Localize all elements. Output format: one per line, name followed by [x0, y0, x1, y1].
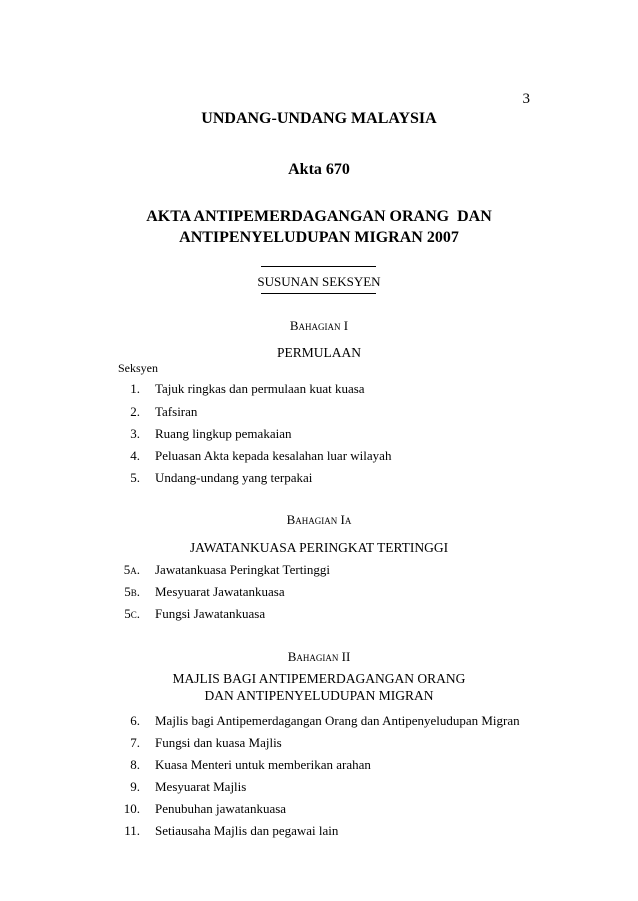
- part-1-heading: PERMULAAN: [276, 345, 361, 360]
- section-column-label: Seksyen: [118, 361, 158, 375]
- act-title-line-2: ANTIPENYELUDUPAN MIGRAN 2007: [179, 229, 459, 246]
- part-1a-heading: JAWATANKUASA PERINGKAT TERTINGGI: [189, 540, 449, 555]
- toc-item[interactable]: [0, 404, 638, 424]
- toc-item-number: 5c.: [124, 606, 140, 621]
- toc-item-text: Fungsi dan kuasa Majlis: [155, 735, 282, 750]
- toc-item[interactable]: [0, 584, 638, 604]
- toc-item[interactable]: [0, 381, 638, 401]
- part-1a-label: Bahagian Ia: [286, 512, 352, 527]
- act-title: [0, 206, 638, 248]
- toc-item[interactable]: [0, 735, 638, 755]
- toc-item-number: 3.: [130, 426, 140, 441]
- toc-item-number: 5b.: [124, 584, 140, 599]
- toc-item-number: 5.: [130, 470, 140, 485]
- toc-item-text: Tajuk ringkas dan permulaan kuat kuasa: [155, 381, 365, 396]
- bottom-rule: [261, 293, 376, 294]
- toc-item-number: 4.: [130, 448, 140, 463]
- toc-item-text: Kuasa Menteri untuk memberikan arahan: [155, 757, 371, 772]
- toc-item-text: Ruang lingkup pemakaian: [155, 426, 292, 441]
- act-number: Akta 670: [288, 161, 350, 178]
- toc-item-text: Setiausaha Majlis dan pegawai lain: [155, 823, 339, 838]
- toc-item-number: 8.: [130, 757, 140, 772]
- toc-item-number: 5a.: [123, 562, 140, 577]
- toc-item-text: Mesyuarat Majlis: [155, 779, 247, 794]
- part-2-heading-line-1: MAJLIS BAGI ANTIPEMERDAGANGAN ORANG: [172, 671, 466, 686]
- toc-item[interactable]: [0, 448, 638, 468]
- law-title: UNDANG-UNDANG MALAYSIA: [201, 110, 437, 127]
- toc-item-text: Mesyuarat Jawatankuasa: [155, 584, 285, 599]
- toc-item-text: Jawatankuasa Peringkat Tertinggi: [155, 562, 331, 577]
- toc-item-number: 2.: [130, 404, 140, 419]
- page-number: 3: [522, 91, 530, 107]
- toc-item[interactable]: [0, 562, 638, 582]
- toc-item[interactable]: [0, 801, 638, 821]
- toc-item-number: 1.: [130, 381, 140, 396]
- part-1-label: Bahagian I: [289, 318, 349, 333]
- toc-item-number: 10.: [123, 801, 140, 816]
- toc-item-number: 11.: [124, 823, 140, 838]
- toc-item-number: 7.: [130, 735, 140, 750]
- toc-item-text: Peluasan Akta kepada kesalahan luar wilayah: [155, 448, 392, 463]
- toc-item-text: Fungsi Jawatankuasa: [155, 606, 266, 621]
- toc-item[interactable]: [0, 470, 638, 490]
- toc-item-text: Penubuhan jawatankuasa: [155, 801, 287, 816]
- toc-item[interactable]: [0, 606, 638, 626]
- top-rule: [261, 266, 376, 267]
- toc-item[interactable]: [0, 779, 638, 799]
- toc-item[interactable]: [0, 426, 638, 446]
- toc-item[interactable]: [0, 757, 638, 777]
- part-2-label: Bahagian II: [287, 649, 351, 664]
- toc-item[interactable]: [0, 713, 638, 733]
- toc-item-number: 9.: [130, 779, 140, 794]
- part-2-heading-line-2: DAN ANTIPENYELUDUPAN MIGRAN: [204, 688, 434, 703]
- arrangement-heading: SUSUNAN SEKSYEN: [257, 274, 381, 289]
- toc-item-number: 6.: [130, 713, 140, 728]
- toc-item-text: Majlis bagi Antipemerdagangan Orang dan Antipenyeludupan Migran: [155, 713, 520, 728]
- act-title-line-1: AKTA ANTIPEMERDAGANGAN ORANG DAN: [146, 208, 492, 225]
- toc-item-text: Undang-undang yang terpakai: [155, 470, 313, 485]
- toc-item[interactable]: [0, 823, 638, 843]
- toc-item-text: Tafsiran: [155, 404, 198, 419]
- part-2-heading: [0, 670, 638, 704]
